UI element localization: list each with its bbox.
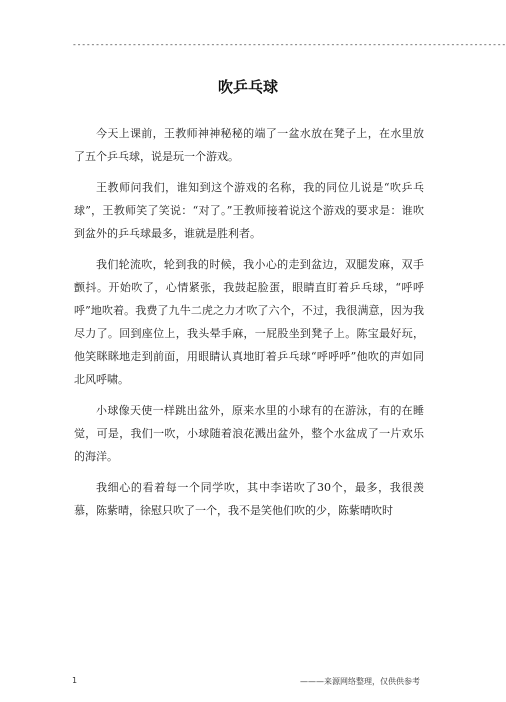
paragraph-1: 今天上课前，王教师神神秘秘的端了一盆水放在凳子上，在水里放了五个乒乓球，说是玩一个游戏。: [74, 127, 424, 163]
article-body: [74, 122, 424, 530]
paragraph-2: 王教师问我们，谁知到这个游戏的名称，我的同位儿说是“吹乒乓球”，王教师笑了笑说：“对了。”王教师接着说这个游戏的要求是：谁吹到盆外的乒乓球最多，谁就是胜利者。: [74, 181, 424, 240]
paragraph-3: 我们轮流吹，轮到我的时候，我小心的走到盆边，双腿发麻，双手颤抖。开始吹了，心情紧张，我鼓起脸蛋，眼睛直盯着乒乓球，“呼呼呼”地吹着。我费了九牛二虎之力才吹了六个，不过，我很满意，因为我尽力了。回到座位上，我头晕手麻，一屁股坐到凳子上。陈宝最好玩，他笑眯眯地走到前面，用眼睛认真地盯着乒乓球“呼呼呼”他吹的声如同北风呼啸。: [74, 258, 424, 386]
header-dashed-rule: ----------------------------------------------------------------------------------------------: [72, 40, 506, 49]
paragraph-4: 小球像天使一样跳出盆外，原来水里的小球有的在游泳，有的在睡觉，可是，我们一吹，小球随着浪花溅出盆外，整个水盆成了一片欢乐的海洋。: [74, 404, 424, 463]
paragraph-5: 我细心的看着每一个同学吹，其中李诺吹了30个，最多，我很羡慕，陈紫晴，徐慰只吹了一个，我不是笑他们吹的少，陈紫晴吹时: [74, 481, 424, 517]
page-number: 1: [72, 676, 78, 685]
page-title: 吹乒乓球: [217, 78, 278, 96]
footer-source-note: ———来源网络整理，仅供供参考: [300, 677, 420, 686]
